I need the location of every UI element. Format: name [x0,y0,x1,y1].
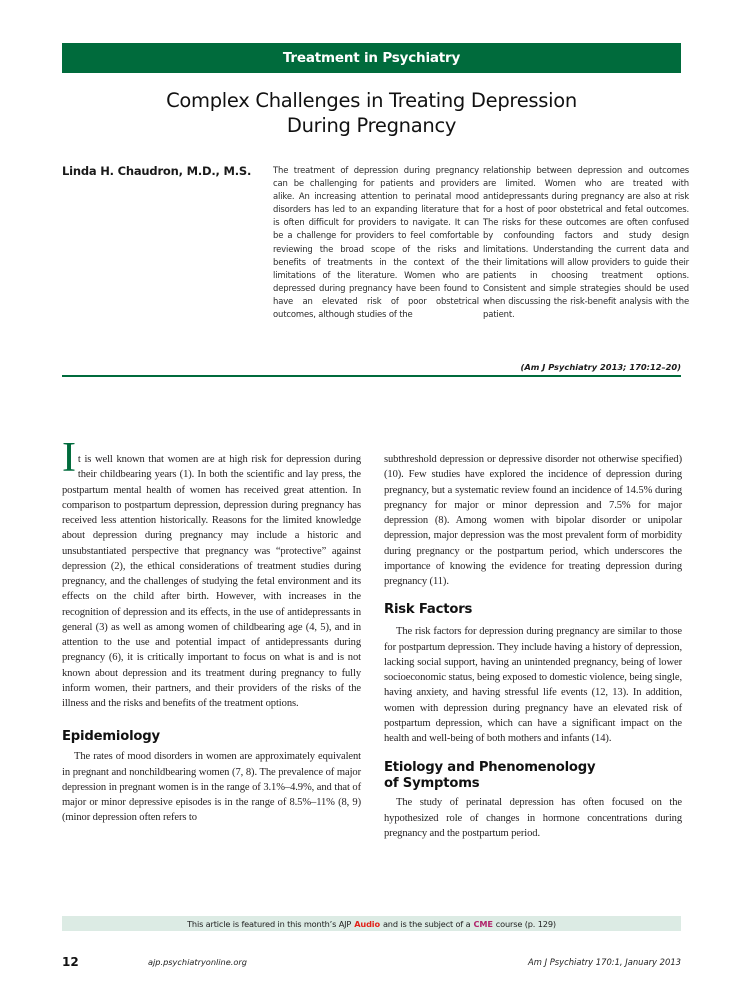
section-banner [62,43,681,73]
title-line-2: During Pregnancy [286,114,457,137]
drop-cap: I [62,435,76,481]
epidemiology-paragraph: The rates of mood disorders in women are approximately equivalent in pregnant and nonchildbearing women (7, 8). The prevalence of major depression in pregnant women is in the range of 3.1%–4.9%, and that of major or minor depressive episodes is in the range of 8.5%–11% (8, 9) (minor depression often refers to [62,751,361,824]
epidemiology-paragraph-continued: subthreshold depression or depressive disorder not otherwise specified) (10). Few studies have explored the incidence of depression during pregnancy, but a systematic review found an incidence of 14.5% during pregnancy for major or minor depression and 7.5% for major depression (8). Among women with bipolar disorder or unipolar depression, major depression was the most prevalent form of morbidity during pregnancy or the postpartum period, which underscores the importance of knowing the evidence for treating depression during pregnancy (11). [384,454,682,587]
section-label: Treatment in Psychiatry [282,50,461,66]
page-footer [62,955,681,969]
feature-suffix: course (p. 129) [495,918,556,929]
journal-url[interactable]: ajp.psychiatryonline.org [148,957,247,967]
feature-prefix: This article is featured in this month’s AJP [187,918,352,929]
page-number: 12 [62,955,79,969]
feature-bar [62,916,681,931]
body-column-left [62,435,361,826]
heading-etiology-line-1: Etiology and Phenomenology [384,760,596,776]
abstract-column-2: relationship between depression and outcomes are limited. Women who are treated with antidepressants during pregnancy are also at risk for a host of poor obstetrical and fetal outcomes. The risks for these outcomes are often confused by confounding factors and study design limitations. Understanding the current data and their limitations will allow providers to guide their patients in choosing treatment options. Consistent and simple strategies should be used when discussing the risk-benefit analysis with the patient. [483,165,689,320]
feature-middle: and is the subject of a [382,918,471,929]
heading-epidemiology: Epidemiology [62,729,160,745]
heading-risk-factors: Risk Factors [384,602,473,618]
article-title [62,88,681,138]
abstract-divider [62,375,681,377]
heading-etiology [384,760,682,792]
etiology-paragraph: The study of perinatal depression has often focused on the hypothesized role of changes in hormone concentrations during pregnancy and the postpartum period. [384,797,682,839]
risk-factors-paragraph: The risk factors for depression during pregnancy are similar to those for postpartum depression. They include having a history of depression, lacking social support, having an unintended pregnancy, being of lower socioeconomic status, being exposed to domestic violence, being single, having anxiety, and having stressful life events (12, 13). In addition, women with depression during pregnancy have an elevated risk of postpartum depression, which can have a significant impact on the health and well-being of both mothers and infants (14). [384,626,682,744]
intro-text: t is well known that women are at high risk for depression during their childbearing years (1). In both the scientific and lay press, the postpartum mental health of women has received great attention. In comparison to postpartum depression, depression during pregnancy has received less attention historically. Reasons for the limited knowledge about depression during pregnancy may include a historic and unsubstantiated perspective that pregnancy was “protective” against depression (2), the ethical considerations of treatment studies during pregnancy, and the challenges of studying the fetal environment and its effects on the child after birth. However, with increases in the recognition of depression and its effects, in the use of antidepressants in general (3) as well as among women of childbearing age (4, 5), and in attention to the use and potential impact of antidepressants during pregnancy (6), it is critically important to focus on what is and is not known about depression and its treatment during pregnancy to fully inform women, their partners, and their providers of the risks of the illness and the risks and benefits of the treatment options. [62,454,361,709]
citation: (Am J Psychiatry 2013; 170:12–20) [520,362,681,372]
audio-link[interactable]: Audio [354,918,380,929]
title-line-1: Complex Challenges in Treating Depression [166,89,577,112]
intro-paragraph [62,435,361,711]
cme-link[interactable]: CME [473,918,493,929]
author-name: Linda H. Chaudron, M.D., M.S. [62,164,252,178]
body-column-right [384,452,682,841]
journal-issue: Am J Psychiatry 170:1, January 2013 [528,957,681,967]
heading-etiology-line-2: of Symptoms [384,776,480,792]
abstract-column-1: The treatment of depression during pregnancy can be challenging for patients and providers alike. An increasing attention to perinatal mood disorders has led to an expanding literature that is often difficult for providers to navigate. It can be a challenge for providers to feel comfortable reviewing the broad scope of the risks and benefits of treatments in the context of the limitations of the literature. Women who are depressed during pregnancy have been found to have an elevated risk of poor obstetrical outcomes, although studies of the [273,165,479,320]
